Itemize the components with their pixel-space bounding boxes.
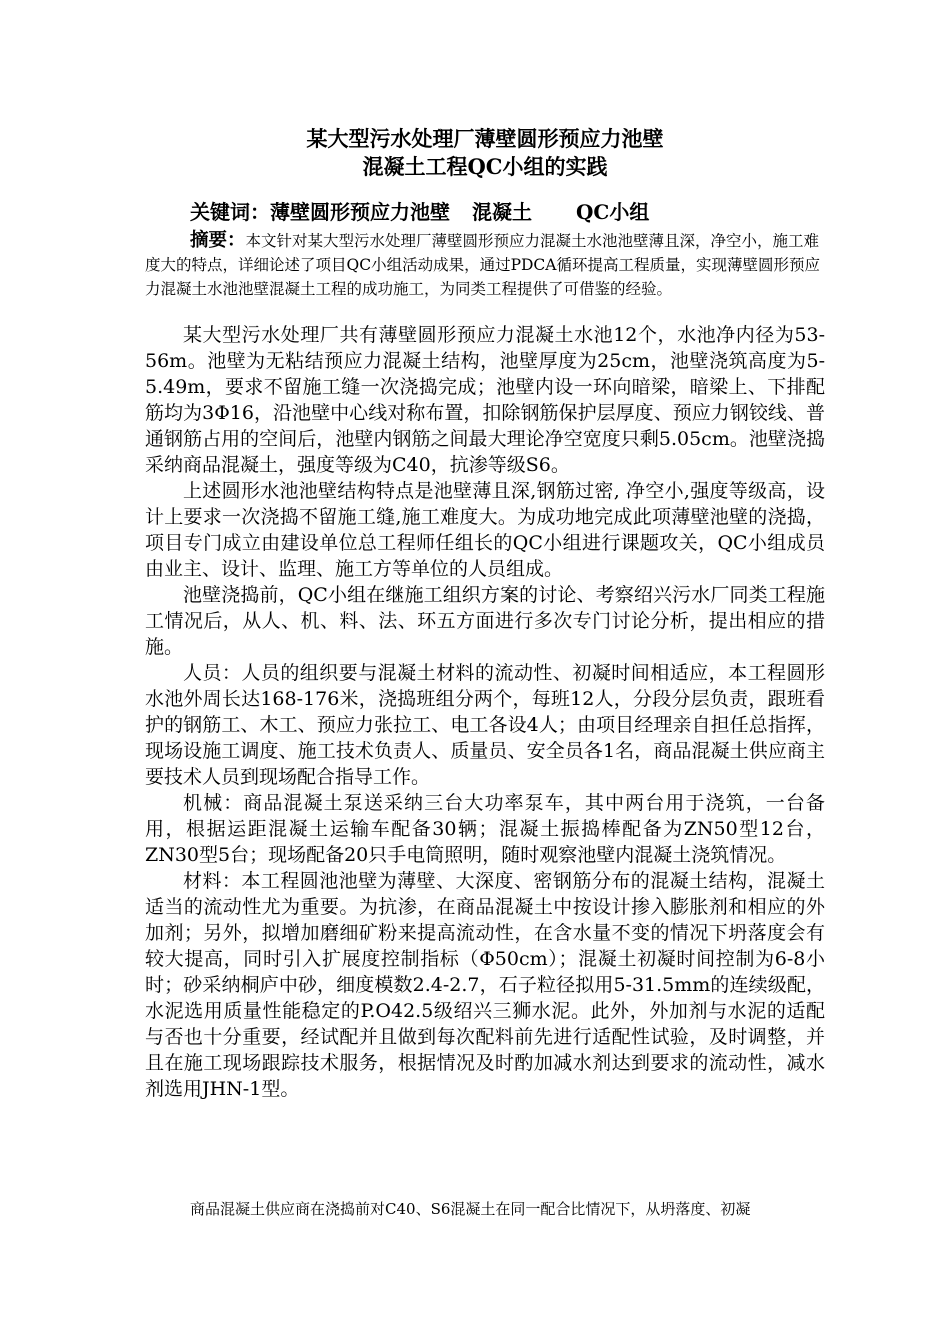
abstract-text: 本文针对某大型污水处理厂薄壁圆形预应力混凝土水池池壁薄且深，净空小，施工难度大的特点，详细论述了项目QC小组活动成果，通过PDCA循环提高工程质量，实现薄壁圆形预应力混凝土水池池壁混凝土工程的成功施工，为同类工程提供了可借鉴的经验。 <box>145 232 820 298</box>
keyword-2: 混凝土 <box>472 200 532 224</box>
paragraph-truncated: 商品混凝土供应商在浇捣前对C40、S6混凝土在同一配合比情况下，从坍落度、初凝 <box>190 1200 751 1218</box>
keyword-1: 薄壁圆形预应力池壁 <box>270 200 450 224</box>
abstract-label: 摘要： <box>190 230 246 251</box>
keywords-label: 关键词： <box>190 200 270 224</box>
keywords-line <box>190 198 649 226</box>
paragraph-preparation: 池壁浇捣前，QC小组在继施工组织方案的讨论、考察绍兴污水厂同类工程施工情况后，从人、机、料、法、环五方面进行多次专门讨论分析，提出相应的措施。 <box>145 584 825 658</box>
document-title-line-2: 混凝土工程QC小组的实践 <box>362 154 608 179</box>
paragraph-machinery: 机械：商品混凝土泵送采纳三台大功率泵车，其中两台用于浇筑，一台备用，根据运距混凝土运输车配备30辆；混凝土振捣棒配备为ZN50型12台，ZN30型5台；现场配备20只手电筒照明，随时观察池壁内混凝土浇筑情况。 <box>145 792 825 866</box>
abstract <box>145 229 825 301</box>
keyword-3: QC小组 <box>576 200 650 224</box>
paragraph-materials: 材料：本工程圆池池壁为薄壁、大深度、密钢筋分布的混凝土结构，混凝土适当的流动性尤为重要。为抗渗，在商品混凝土中按设计掺入膨胀剂和相应的外加剂；另外，拟增加磨细矿粉来提高流动性，在含水量不变的情况下坍落度会有较大提高，同时引入扩展度控制指标（Φ50cm）；混凝土初凝时间控制为6-8小时；砂采纳桐庐中砂，细度模数2.4-2.7，石子粒径拟用5-31.5mm的连续级配，水泥选用质量性能稳定的P.O42.5级绍兴三狮水泥。此外，外加剂与水泥的适配与否也十分重要，经试配并且做到每次配料前先进行适配性试验，及时调整，并且在施工现场跟踪技术服务，根据情况及时酌加减水剂达到要求的流动性，减水剂选用JHN-1型。 <box>145 870 825 1100</box>
paragraph-overview: 某大型污水处理厂共有薄壁圆形预应力混凝土水池12个，水池净内径为53-56m。池壁为无粘结预应力混凝土结构，池壁厚度为25cm，池壁浇筑高度为5-5.49m，要求不留施工缝一次浇捣完成；池壁内设一环向暗梁，暗梁上、下排配筋均为3Φ16，沿池壁中心线对称布置，扣除钢筋保护层厚度、预应力钢铰线、普通钢筋占用的空间后，池壁内钢筋之间最大理论净空宽度只剩5.05cm。池壁浇捣采纳商品混凝土，强度等级为C40，抗渗等级S6。 <box>145 324 825 476</box>
document-body <box>145 322 825 1102</box>
paragraph-structure: 上述圆形水池池壁结构特点是池壁薄且深,钢筋过密, 净空小,强度等级高，设计上要求一次浇捣不留施工缝,施工难度大。为成功地完成此项薄壁池壁的浇捣，项目专门成立由建设单位总工程师任组长的QC小组进行课题攻关，QC小组成员由业主、设计、监理、施工方等单位的人员组成。 <box>145 480 825 580</box>
document-title-line-1: 某大型污水处理厂薄壁圆形预应力池壁 <box>306 126 664 151</box>
paragraph-personnel: 人员：人员的组织要与混凝土材料的流动性、初凝时间相适应，本工程圆形水池外周长达168-176米，浇捣班组分两个，每班12人，分段分层负责，跟班看护的钢筋工、木工、预应力张拉工、电工各设4人；由项目经理亲自担任总指挥，现场设施工调度、施工技术负责人、质量员、安全员各1名，商品混凝土供应商主要技术人员到现场配合指导工作。 <box>145 662 825 788</box>
